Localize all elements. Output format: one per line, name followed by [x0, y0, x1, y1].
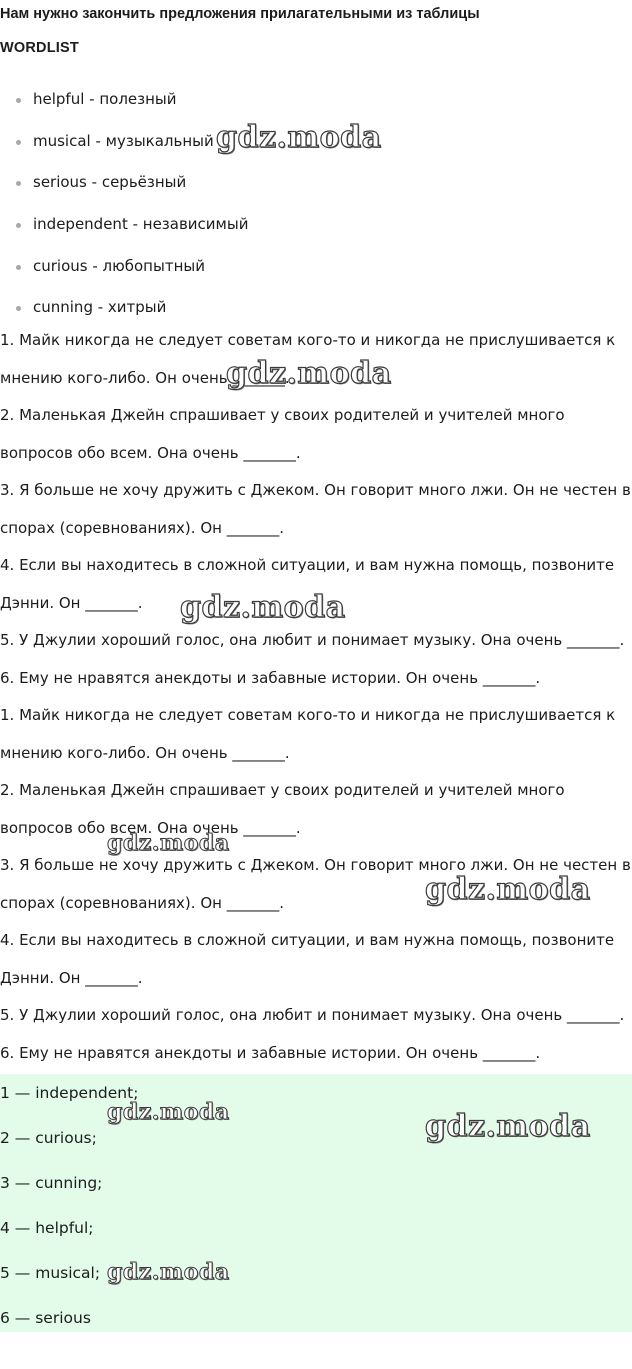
answer-line: 2 — curious; [0, 1129, 97, 1147]
answer-line: 1 — independent; [0, 1084, 139, 1102]
watermark: gdz.moda [425, 872, 591, 907]
answer-line: 3 — cunning; [0, 1174, 103, 1192]
watermark: gdz.moda [180, 590, 346, 625]
task-sentence: 1. Майк никогда не следует советам кого-то и никогда не прислушивается к мнению кого-либо. Он очень _______. [0, 331, 621, 387]
page-heading: Нам нужно закончить предложения прилагательными из таблицы [0, 6, 480, 22]
task-sentence: 4. Если вы находитесь в сложной ситуации, и вам нужна помощь, позвоните Дэнни. Он _______. [0, 931, 619, 987]
wordlist-item: serious - серьёзный [0, 169, 248, 211]
task-sentence: 6. Ему не нравятся анекдоты и забавные истории. Он очень _______. [0, 1043, 541, 1062]
answer-line: 6 — serious [0, 1309, 91, 1327]
task-sentence: 2. Маленькая Джейн спрашивает у своих родителей и учителей много вопросов обо всем. Она очень _______. [0, 406, 570, 462]
wordlist-item: musical - музыкальный [0, 128, 248, 170]
watermark: gdz.moda [226, 356, 392, 391]
wordlist-item: curious - любопытный [0, 253, 248, 295]
watermark: gdz.moda [107, 1099, 230, 1125]
task-sentence: 2. Маленькая Джейн спрашивает у своих родителей и учителей много вопросов обо всем. Она очень _______. [0, 781, 570, 837]
task-sentence: 6. Ему не нравятся анекдоты и забавные истории. Он очень _______. [0, 668, 541, 687]
watermark: gdz.moda [107, 1259, 230, 1285]
task-sentence: 5. У Джулии хороший голос, она любит и понимает музыку. Она очень _______. [0, 631, 625, 649]
task-sentence: 3. Я больше не хочу дружить с Джеком. Он говорит много лжи. Он не честен в спорах (соревнованиях). Он _______. [0, 856, 631, 912]
watermark: gdz.moda [107, 830, 230, 856]
wordlist-item: cunning - хитрый [0, 294, 248, 336]
wordlist-title: WORDLIST [0, 40, 79, 56]
task-sentence: 3. Я больше не хочу дружить с Джеком. Он говорит много лжи. Он не честен в спорах (соревнованиях). Он _______. [0, 481, 631, 537]
task-sentence: 4. Если вы находитесь в сложной ситуации, и вам нужна помощь, позвоните Дэнни. Он _______. [0, 556, 619, 612]
answer-line: 4 — helpful; [0, 1219, 94, 1237]
wordlist [0, 86, 248, 336]
answer-line: 5 — musical; [0, 1264, 101, 1282]
task-sentence: 1. Майк никогда не следует советам кого-то и никогда не прислушивается к мнению кого-либо. Он очень _______. [0, 706, 621, 762]
task-sentence: 5. У Джулии хороший голос, она любит и понимает музыку. Она очень _______. [0, 1006, 625, 1024]
watermark: gdz.moda [425, 1109, 591, 1144]
wordlist-item: helpful - полезный [0, 86, 248, 128]
watermark: gdz.moda [216, 120, 382, 155]
wordlist-item: independent - независимый [0, 211, 248, 253]
